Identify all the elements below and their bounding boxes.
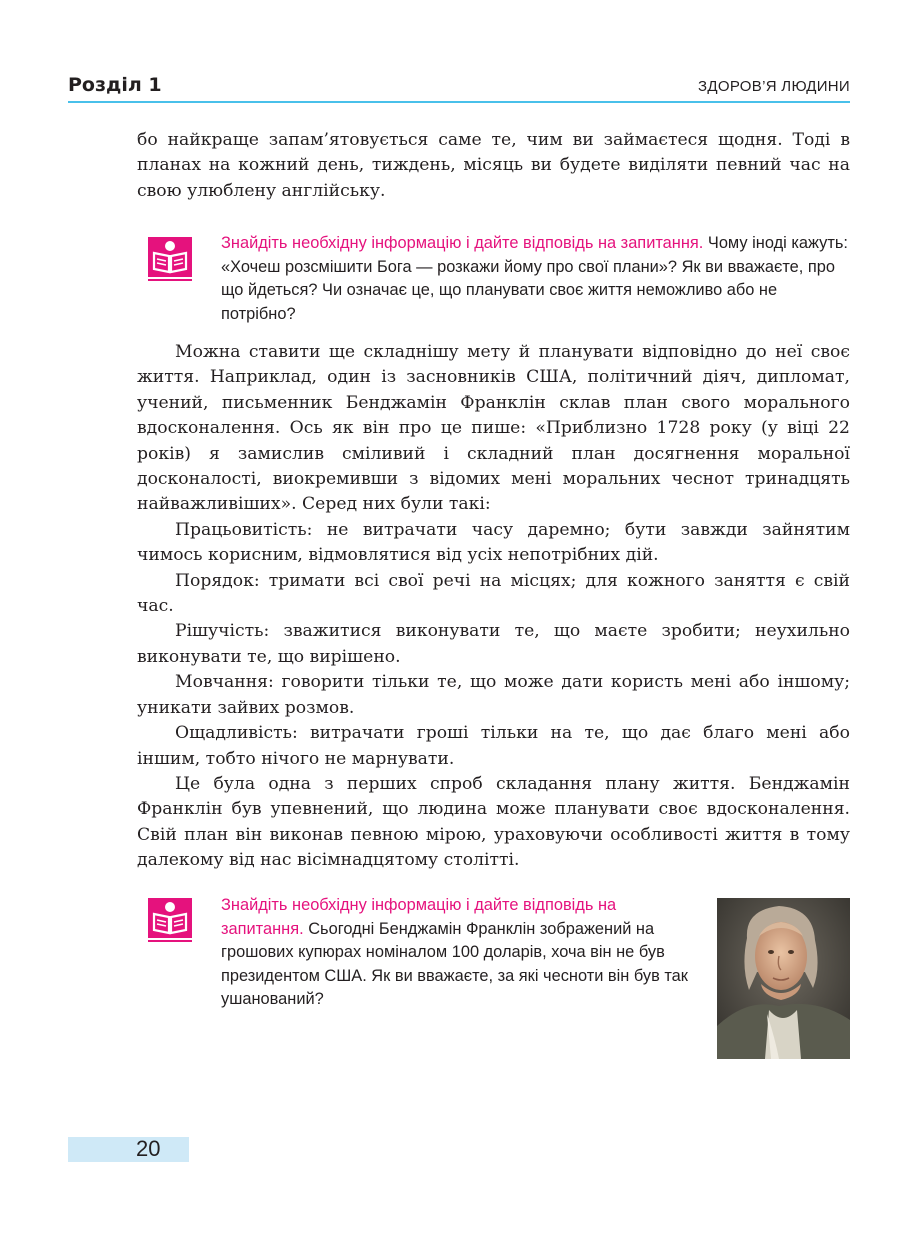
paragraph-conclusion: Це була одна з перших спроб складання плану життя. Бенджамін Франклін був упевнений, що людина може планувати своє вдосконалення. Свій план він виконав певною мірою, ураховуючи особливості життя в тому далекому від нас вісімнадцятому столітті. <box>137 773 850 871</box>
chapter-title: ЗДОРОВ’Я ЛЮДИНИ <box>698 78 850 95</box>
paragraph-industry: Працьовитість: не витрачати часу даремно; бути завжди зайнятим чимось корисним, відмовлятися від усіх непотрібних дій. <box>137 519 850 566</box>
franklin-portrait-image <box>717 898 850 1059</box>
paragraph-order: Порядок: тримати всі свої речі на місцях; для кожного заняття є свій час. <box>137 570 850 617</box>
intro-paragraph: бо найкраще запам’ятовується саме те, чим ви займаєтеся щодня. Тоді в планах на кожний день, тиждень, місяць ви будете виділяти певний час на свою улюблену англійську. <box>137 130 850 201</box>
paragraph-frugality: Ощадливість: витрачати гроші тільки на те, що дає благо мені або іншим, тобто нічого не марнувати. <box>137 723 850 769</box>
header-divider <box>68 101 850 103</box>
page-header <box>68 72 850 102</box>
callout-2-lead: Знайдіть необхідну інформацію і дайте відповідь на запитання. <box>221 896 617 938</box>
section-title: Розділ 1 <box>68 74 162 96</box>
paragraph-silence: Мовчання: говорити тільки те, що може дати користь мені або іншому; уникати зайвих розмов. <box>137 672 850 718</box>
paragraph-plan: Можна ставити ще складнішу мету й планувати відповідно до неї своє життя. Наприклад, один із засновників США, політичний діяч, дипломат, учений, письменник Бенджамін Франклін склав план свого морального вдосконалення. Ось як він про це пише: «Приблизно 1728 року (у віці 22 років) я замислив сміливий і складний план досягнення моральної досконалості, виокремивши з відомих мені моральних чеснот тринадцять найважливіших». Серед них були такі: <box>137 342 850 515</box>
book-reader-icon <box>148 237 192 281</box>
main-text-block <box>137 340 850 874</box>
callout-2-body: Сьогодні Бенджамін Франклін зображений на грошових купюрах номіналом 100 доларів, хоча він не був президентом США. Як ви вважаєте, за які чесноти він був так ушанований? <box>221 919 688 1008</box>
callout-1-lead: Знайдіть необхідну інформацію і дайте відповідь на запитання. <box>221 234 704 252</box>
intro-paragraph-block <box>137 128 850 204</box>
page-number-bar <box>68 1137 189 1162</box>
callout-1-text <box>221 232 851 326</box>
paragraph-resolution: Рішучість: зважитися виконувати те, що маєте зробити; неухильно виконувати те, що вирішено. <box>137 621 850 667</box>
callout-2-text <box>221 894 693 1012</box>
callout-1-body: Чому іноді кажуть: «Хочеш розсмішити Бога — розкажи йому про свої плани»? Як ви вважаєте, про що йдеться? Чи означає це, що планувати своє життя неможливо або не потрібно? <box>221 234 848 323</box>
page-number: 20 <box>136 1136 161 1161</box>
book-reader-icon <box>148 898 192 942</box>
